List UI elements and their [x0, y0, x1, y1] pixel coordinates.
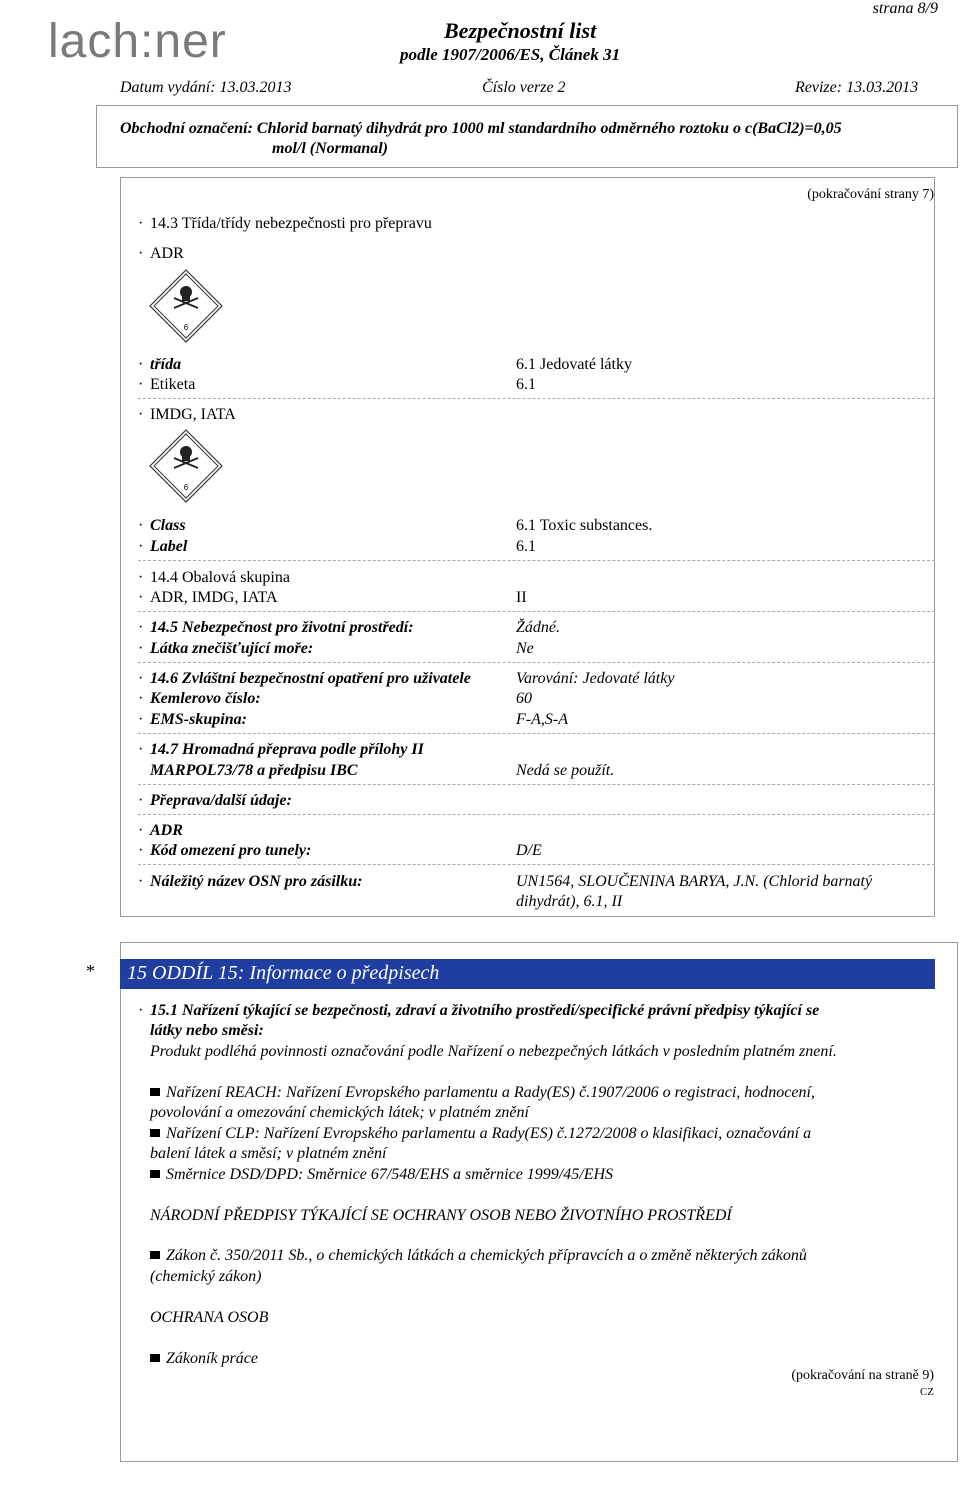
divider — [138, 814, 935, 815]
un-name-label: Náležitý název OSN pro zásilku: — [150, 873, 363, 890]
product-name-line2: mol/l (Normanal) — [272, 140, 389, 157]
toxic-pictogram-icon — [148, 428, 224, 504]
kemler-label: Kemlerovo číslo: — [150, 690, 261, 707]
heading-14-6: 14.6 Zvláštní bezpečnostní opatření pro uživatele — [150, 670, 471, 687]
tunnel-code-label: Kód omezení pro tunely: — [150, 842, 312, 859]
svg-text:6: 6 — [183, 323, 189, 332]
packing-group-value: II — [516, 589, 527, 606]
document-subtitle: podle 1907/2006/ES, Článek 31 — [400, 45, 621, 64]
marine-pollutant-value: Ne — [516, 640, 534, 657]
etiketa-value: 6.1 — [516, 376, 536, 393]
heading-14-7-line2: MARPOL73/78 a předpisu IBC — [150, 762, 358, 779]
divider — [138, 864, 935, 865]
clp-item-line1: Nařízení CLP: Nařízení Evropského parlamentu a Rady(ES) č.1272/2008 o klasifikaci, označování a — [150, 1125, 811, 1143]
zakon-item-line1: Zákon č. 350/2011 Sb., o chemických látkách a chemických přípravcích a o změně některých zákonů — [150, 1247, 807, 1265]
company-logo — [48, 14, 227, 69]
divider — [138, 733, 935, 734]
class-label: Class — [150, 517, 186, 534]
svg-text:6: 6 — [183, 483, 189, 492]
divider — [138, 662, 935, 663]
ems-label: EMS-skupina: — [150, 711, 247, 728]
label-label: Label — [150, 538, 188, 555]
un-name-value-line1: UN1564, SLOUČENINA BARYA, J.N. (Chlorid barnatý — [516, 873, 873, 890]
section-15-box — [120, 942, 958, 1462]
divider — [138, 398, 935, 399]
adr-imdg-iata-label: ADR, IMDG, IATA — [150, 589, 278, 606]
trida-value: 6.1 Jedovaté látky — [516, 356, 632, 373]
ems-value: F-A,S-A — [516, 711, 568, 728]
clp-item-line2: balení látek a směsí; v platném znění — [150, 1145, 387, 1162]
page-number: strana 8/9 — [872, 0, 938, 17]
heading-14-3: 14.3 Třída/třídy nebezpečnosti pro přepravu — [150, 215, 432, 232]
divider — [138, 560, 935, 561]
warning-value: Varování: Jedovaté látky — [516, 670, 675, 687]
document-title: Bezpečnostní list — [444, 18, 597, 43]
marine-pollutant-label: Látka znečišťující moře: — [150, 640, 314, 657]
labour-code-item: Zákoník práce — [150, 1350, 258, 1368]
change-marker: * — [86, 961, 95, 981]
divider — [138, 611, 935, 612]
zakon-item-line2: (chemický zákon) — [150, 1268, 262, 1285]
heading-15-1-line1: 15.1 Nařízení týkající se bezpečnosti, zdraví a životního prostředí/specifické právní předpisy týkající se — [150, 1002, 820, 1019]
bulk-transport-value: Nedá se použít. — [516, 762, 615, 779]
heading-14-4: 14.4 Obalová skupina — [150, 569, 290, 586]
transport-other-label: Přeprava/další údaje: — [150, 792, 292, 809]
trida-label: třída — [150, 356, 182, 373]
heading-15-1-line2: látky nebo směsi: — [150, 1022, 264, 1039]
dsd-item: Směrnice DSD/DPD: Směrnice 67/548/EHS a směrnice 1999/45/EHS — [150, 1166, 613, 1184]
labelling-text: Produkt podléhá povinnosti označování podle Nařízení o nebezpečných látkách v posledním platném znení. — [150, 1043, 837, 1060]
reach-item-line2: povolování a omezování chemických látek; v platném znění — [150, 1104, 529, 1121]
version-number: Číslo verze 2 — [482, 79, 566, 96]
section-15-title: 15 ODDÍL 15: Informace o předpisech — [127, 962, 440, 984]
heading-14-7-line1: 14.7 Hromadná přeprava podle přílohy II — [150, 741, 424, 758]
product-name-line1: Obchodní označení: Chlorid barnatý dihydrát pro 1000 ml standardního odměrného roztoku o c(BaCl2)=0,05 — [120, 120, 842, 137]
issue-date: Datum vydání: 13.03.2013 — [120, 79, 292, 96]
adr-label: ADR — [150, 245, 184, 262]
continued-to: (pokračování na straně 9) — [791, 1368, 934, 1383]
env-hazard-value: Žádné. — [516, 619, 560, 636]
label-value: 6.1 — [516, 538, 536, 555]
imdg-iata-label: IMDG, IATA — [150, 406, 236, 423]
language-code: CZ — [919, 1386, 934, 1398]
un-name-value-line2: dihydrát), 6.1, II — [516, 893, 623, 910]
continued-from: (pokračování strany 7) — [807, 187, 934, 202]
personal-protection-heading: OCHRANA OSOB — [150, 1309, 269, 1326]
etiketa-label: Etiketa — [150, 376, 196, 393]
revision-date: Revize: 13.03.2013 — [795, 79, 919, 96]
heading-14-5: 14.5 Nebezpečnost pro životní prostředí: — [150, 619, 414, 636]
logo-text: lach:ner — [48, 15, 227, 68]
class-value: 6.1 Toxic substances. — [516, 517, 653, 534]
reach-item-line1: Nařízení REACH: Nařízení Evropského parlamentu a Rady(ES) č.1907/2006 o registraci, hodnocení, — [150, 1084, 815, 1102]
divider — [138, 784, 935, 785]
national-regulations-heading: NÁRODNÍ PŘEDPISY TÝKAJÍCÍ SE OCHRANY OSOB NEBO ŽIVOTNÍHO PROSTŘEDÍ — [150, 1207, 732, 1224]
adr-label-2: ADR — [150, 822, 183, 839]
kemler-value: 60 — [516, 690, 532, 707]
toxic-pictogram-icon — [148, 268, 224, 344]
tunnel-code-value: D/E — [516, 842, 542, 859]
